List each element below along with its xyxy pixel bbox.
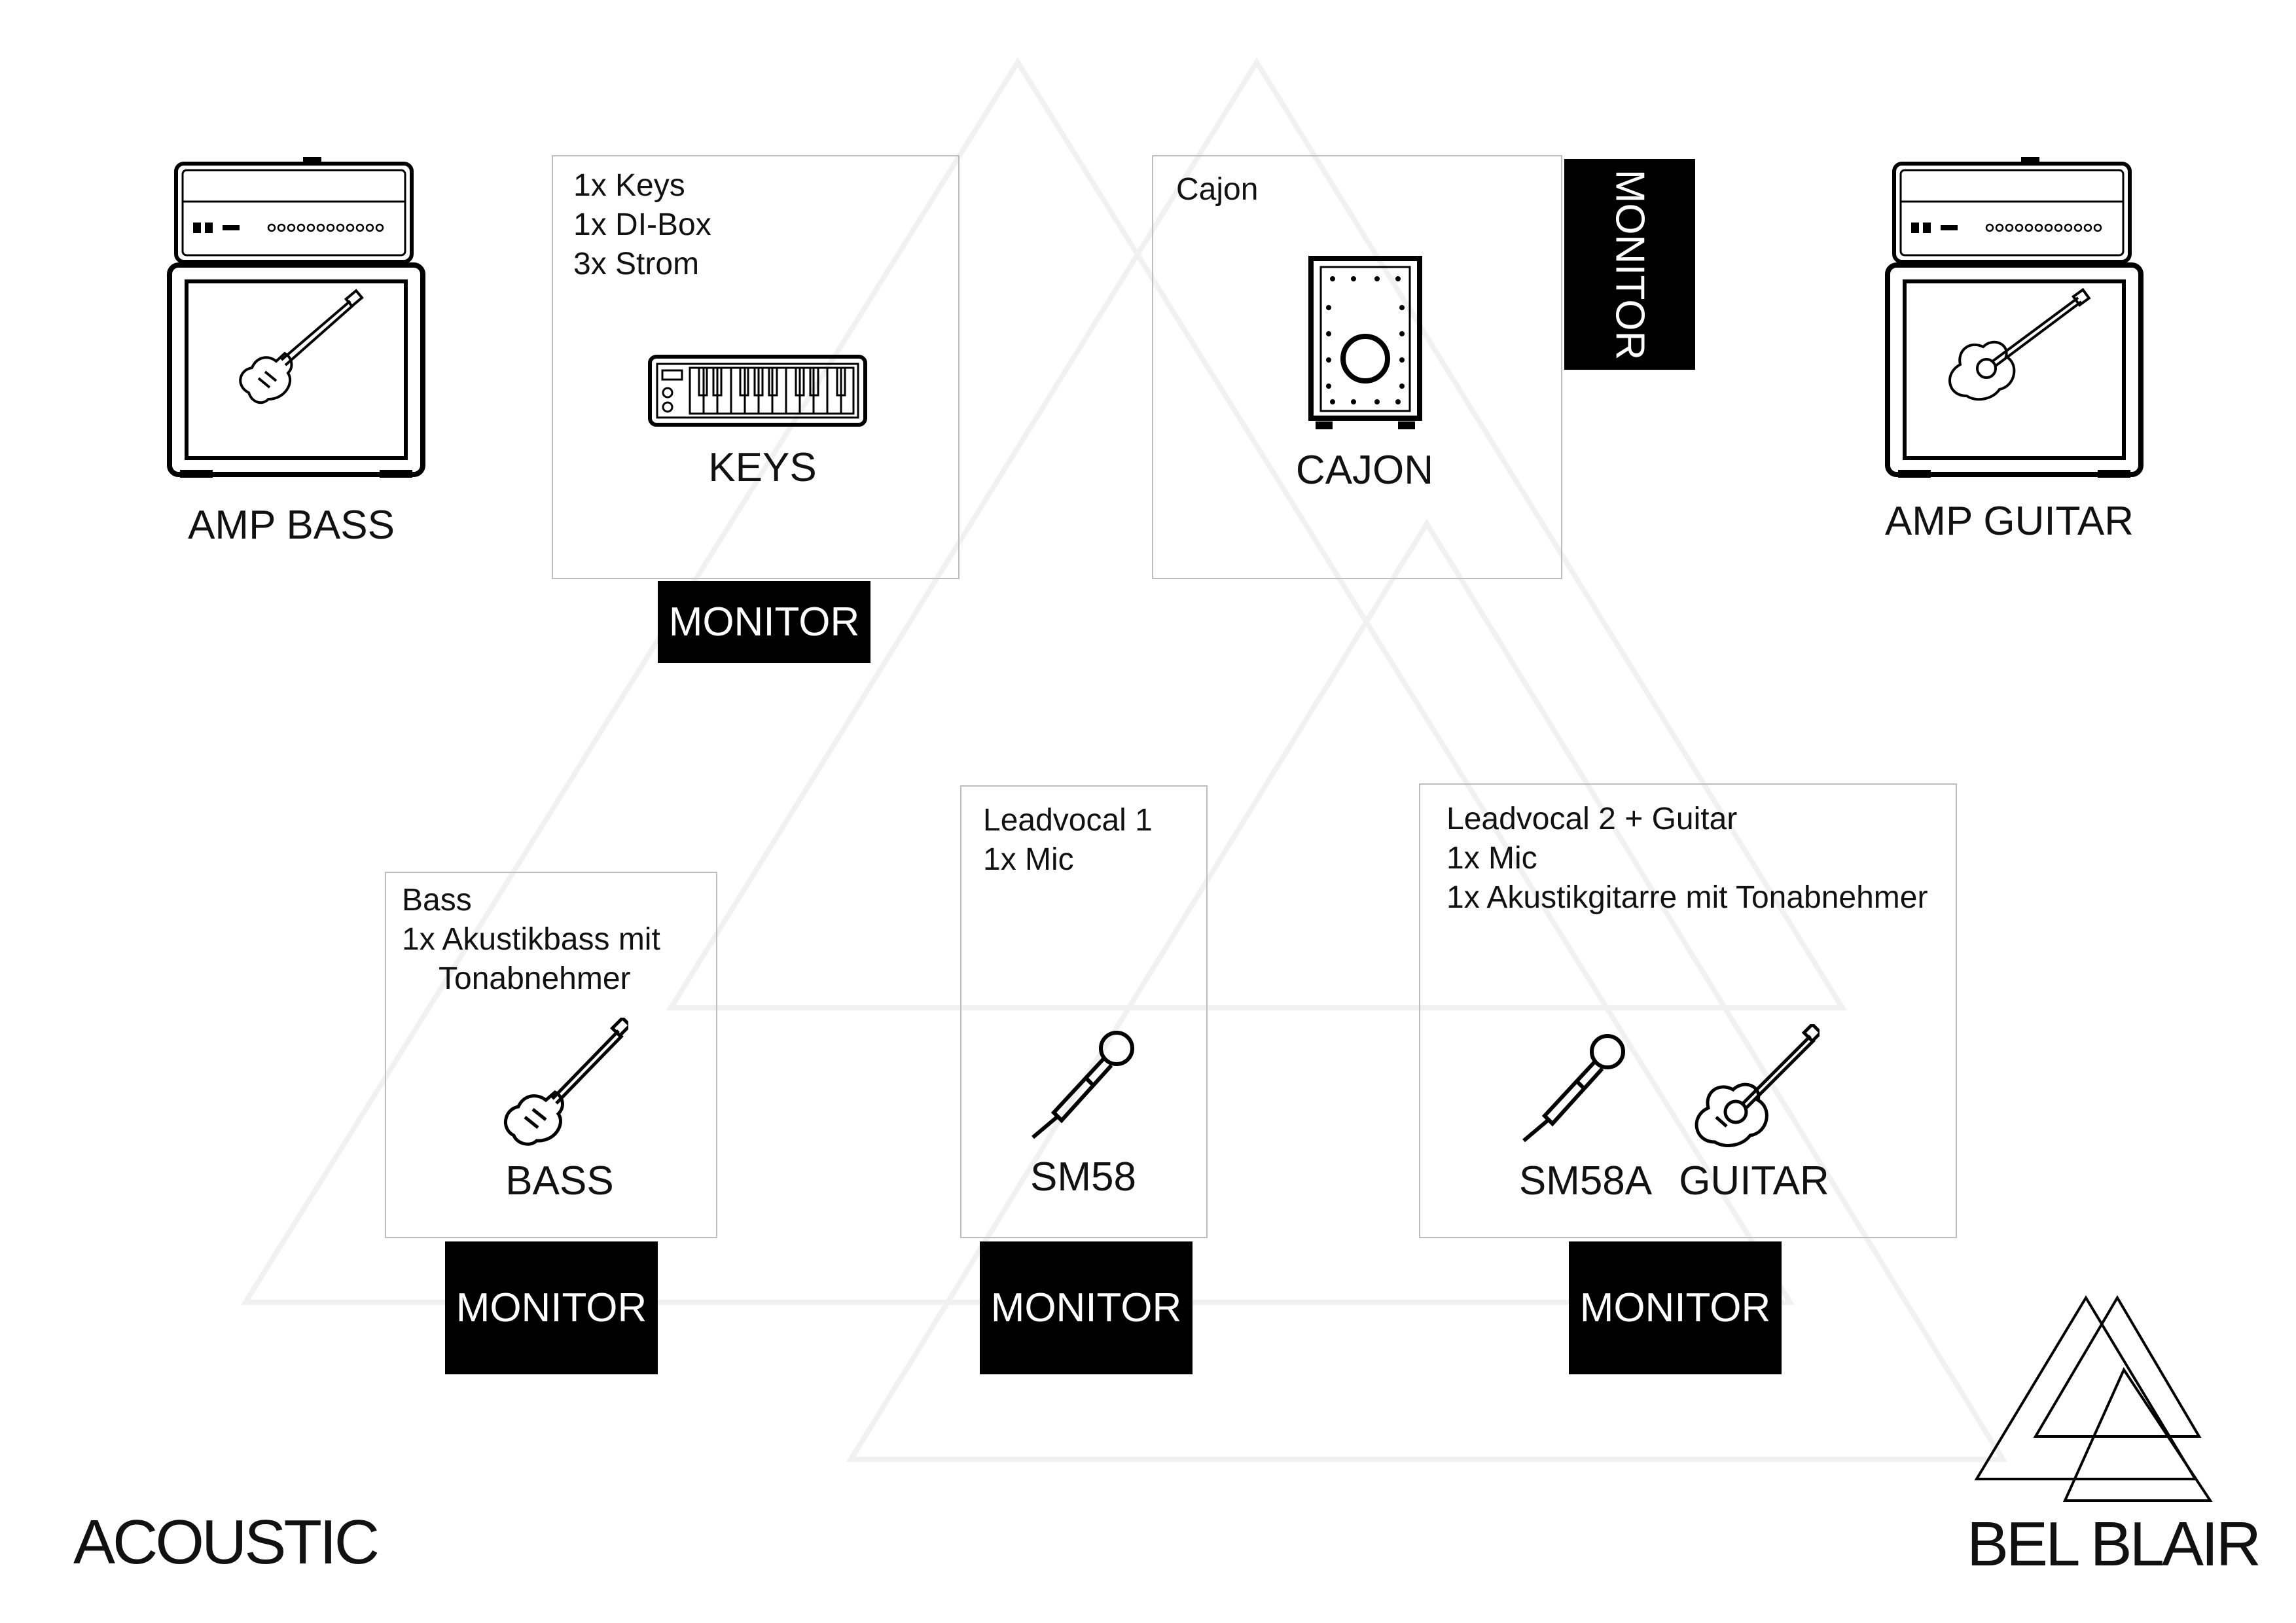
bass-monitor	[445, 1241, 658, 1374]
monitor-label: MONITOR	[1579, 1285, 1771, 1330]
monitor-label: MONITOR	[990, 1285, 1182, 1330]
band-logo-icon	[1970, 1293, 2219, 1508]
keys-label: KEYS	[708, 445, 817, 490]
bass-amp-icon	[167, 157, 425, 481]
info-line: Cajon	[1176, 172, 1259, 207]
info-line: 1x Mic	[1446, 841, 1537, 876]
keys-monitor	[658, 581, 870, 663]
amp-guitar-label: AMP GUITAR	[1884, 499, 2134, 544]
cajon-label: CAJON	[1295, 448, 1434, 493]
info-line: 1x Mic	[983, 842, 1074, 877]
lead1-info	[983, 801, 1153, 880]
info-line: 3x Strom	[573, 247, 700, 281]
info-line: 1x Akustikgitarre mit Tonabnehmer	[1446, 880, 1928, 915]
monitor-label: MONITOR	[456, 1285, 647, 1330]
cajon-info	[1176, 170, 1258, 209]
info-line: Tonabnehmer	[439, 961, 631, 996]
guitar-amp-icon	[1885, 157, 2144, 481]
info-line: 1x Keys	[573, 168, 685, 203]
monitor-label: MONITOR	[668, 599, 860, 645]
info-line: 1x Akustikbass mit	[402, 922, 660, 957]
lead2-info	[1446, 800, 1928, 918]
info-line: Leadvocal 1	[983, 803, 1153, 838]
lead2-mic-label: SM58A	[1518, 1158, 1653, 1204]
lead2-monitor	[1569, 1241, 1782, 1374]
bass-guitar-icon	[497, 1018, 628, 1149]
bass-info	[402, 881, 660, 999]
info-line: 1x DI-Box	[573, 207, 711, 242]
lead1-monitor	[980, 1241, 1193, 1374]
acoustic-guitar-icon	[1689, 1024, 1820, 1149]
info-line: Bass	[402, 883, 472, 918]
info-line: Leadvocal 2 + Guitar	[1446, 802, 1738, 836]
keys-info	[573, 166, 711, 284]
microphone-icon	[1028, 1027, 1139, 1139]
setup-title: ACOUSTIC	[73, 1507, 378, 1577]
keyboard-icon	[648, 355, 867, 427]
band-name: BEL BLAIR	[1967, 1509, 2259, 1579]
monitor-label: MONITOR	[1607, 169, 1653, 360]
amp-bass-label: AMP BASS	[188, 503, 395, 548]
lead1-mic-label: SM58	[1030, 1154, 1136, 1200]
cajon-icon	[1308, 255, 1423, 432]
bass-label: BASS	[505, 1158, 614, 1204]
cajon-monitor	[1564, 159, 1695, 370]
microphone-icon	[1518, 1031, 1630, 1142]
lead2-guitar-label: GUITAR	[1679, 1158, 1829, 1204]
